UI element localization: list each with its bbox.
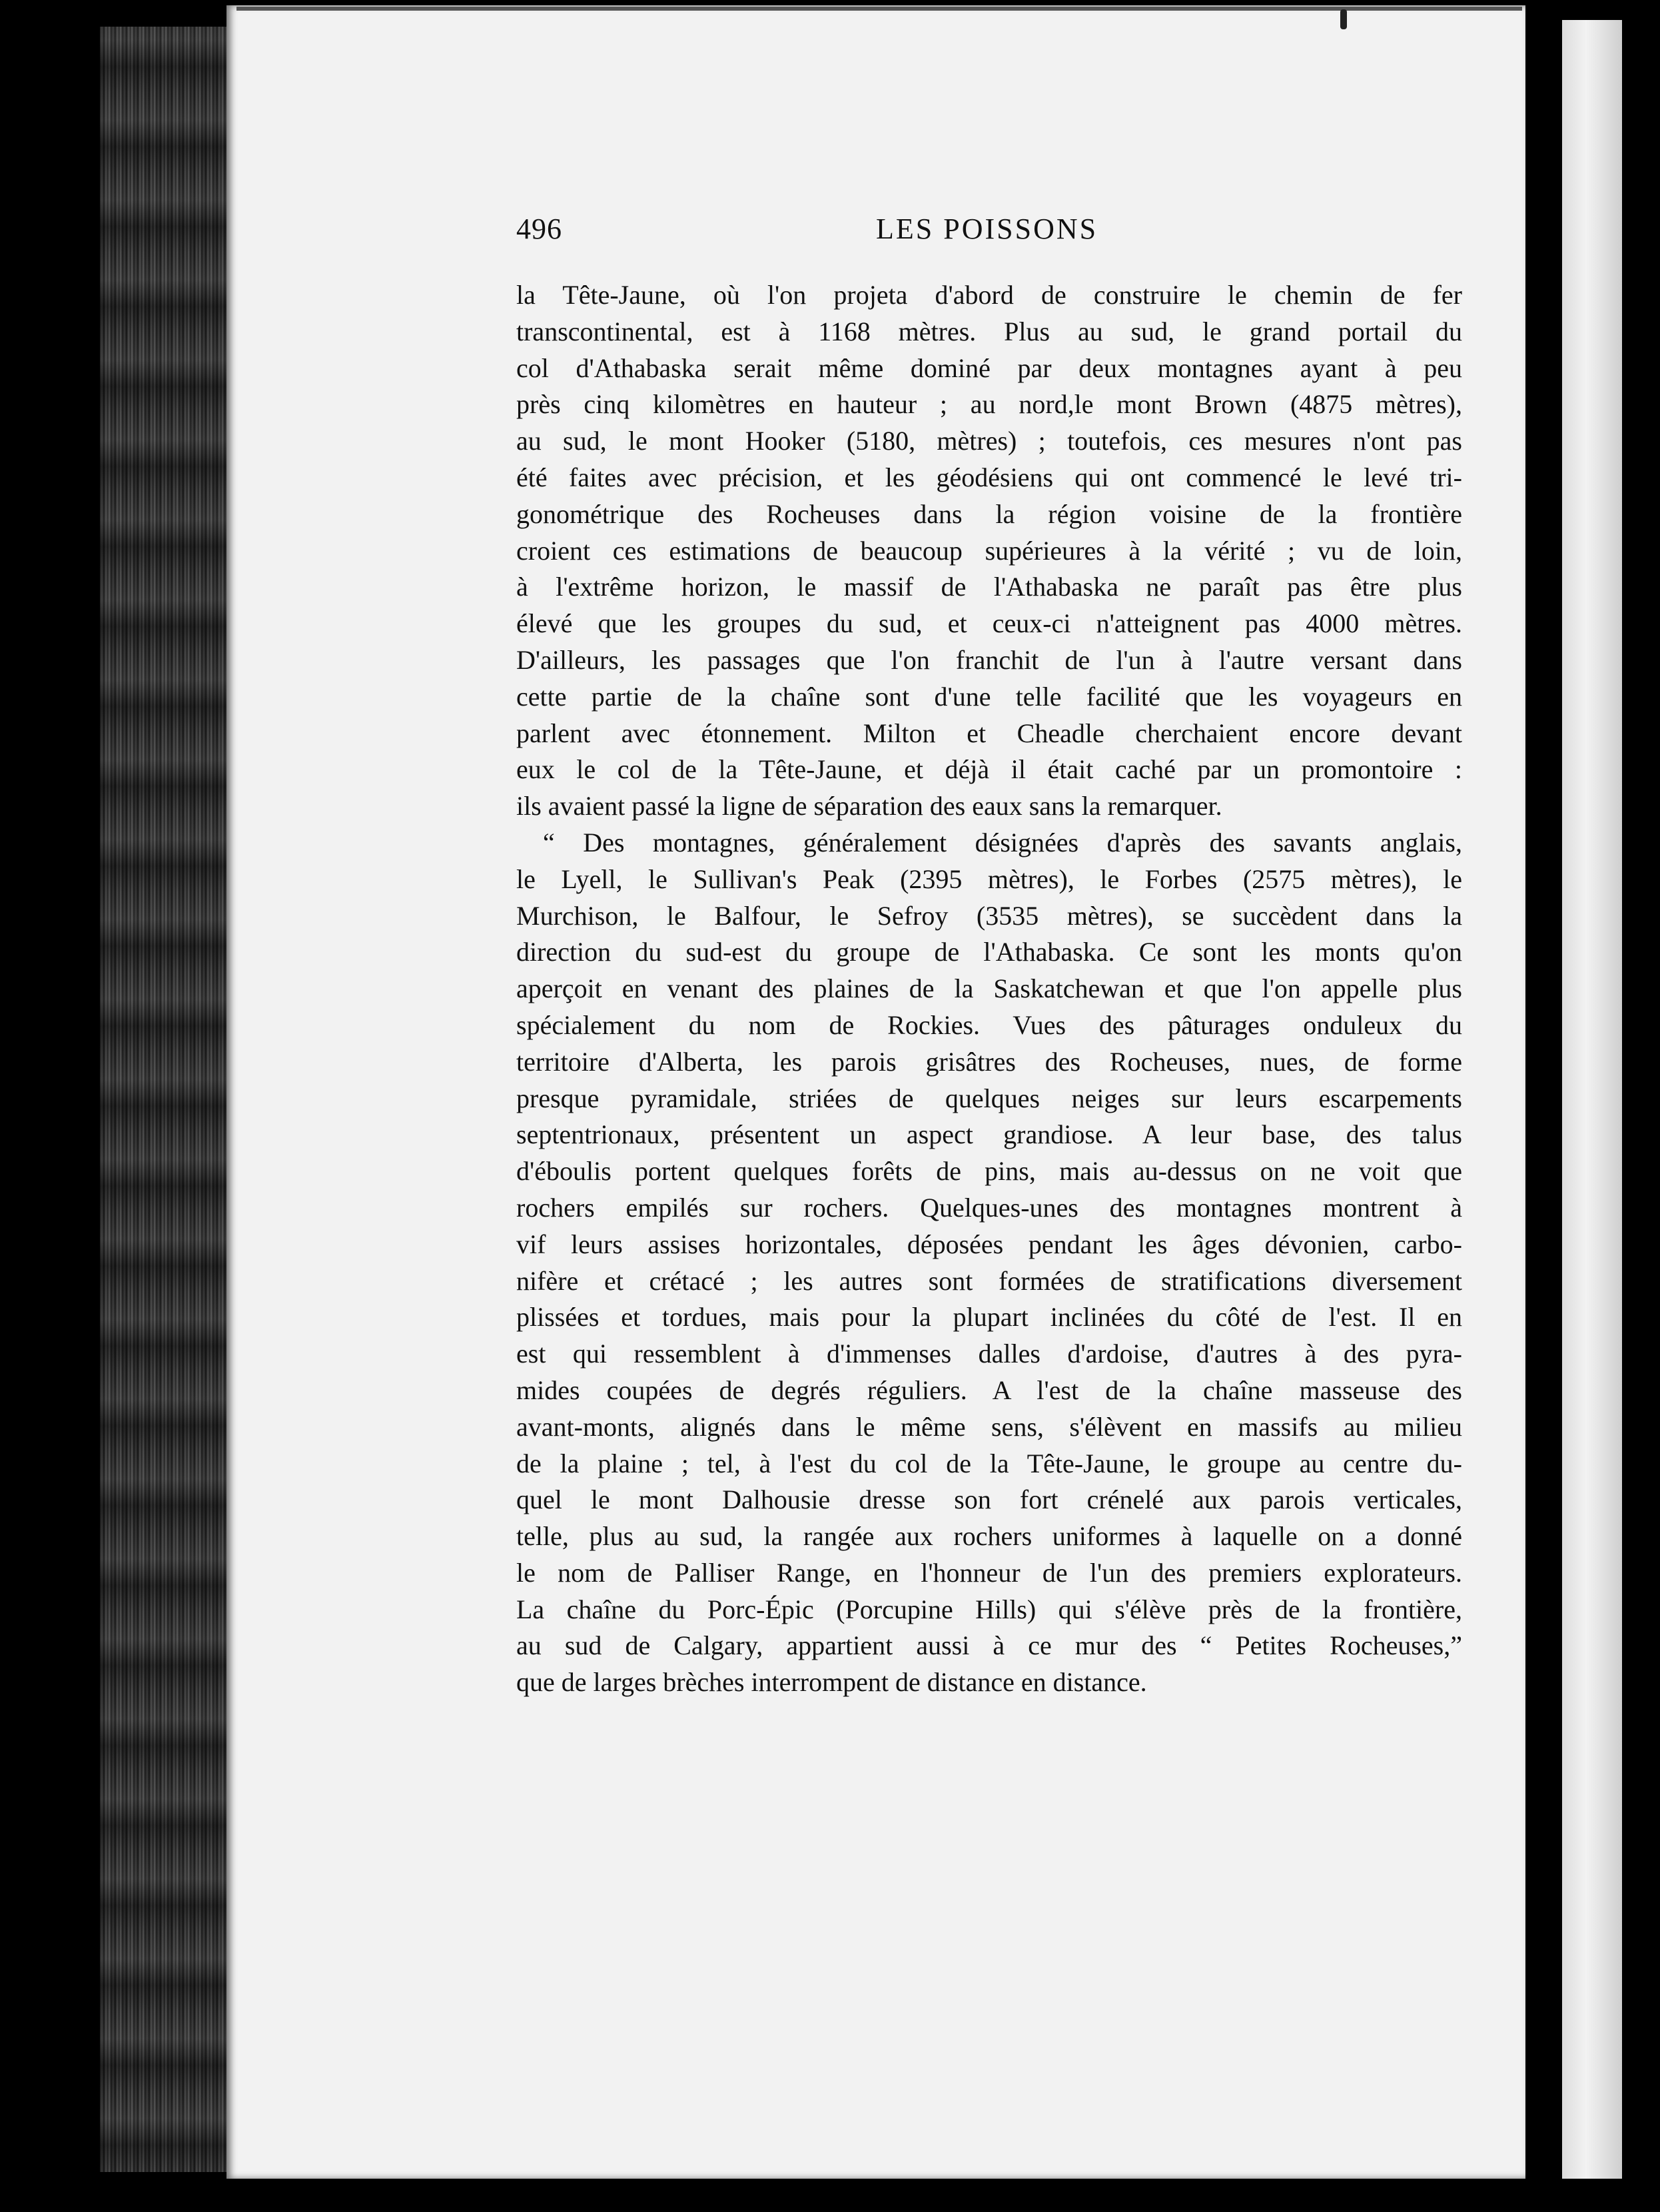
text-line: au sud, le mont Hooker (5180, mètres) ; toutefois, ces mesures n'ont pas	[516, 426, 1462, 456]
text-line: est qui ressemblent à d'immenses dalles d'ardoise, d'autres à des pyra-	[516, 1339, 1462, 1369]
text-line: territoire d'Alberta, les parois grisâtres des Rocheuses, nues, de forme	[516, 1046, 1462, 1077]
text-line: près cinq kilomètres en hauteur ; au nord,le mont Brown (4875 mètres),	[516, 389, 1462, 420]
page-header	[516, 212, 1462, 252]
text-line: transcontinental, est à 1168 mètres. Plus au sud, le grand portail du	[516, 316, 1462, 346]
text-line: presque pyramidale, striées de quelques neiges sur leurs escarpements	[516, 1083, 1462, 1113]
book-edge-shading	[100, 27, 230, 2172]
text-line: ils avaient passé la ligne de séparation des eaux sans la remarquer.	[516, 791, 1222, 822]
text-line: de la plaine ; tel, à l'est du col de la Tête-Jaune, le groupe au centre du-	[516, 1448, 1462, 1478]
text-line: septentrionaux, présentent un aspect grandiose. A leur base, des talus	[516, 1119, 1462, 1150]
text-line: été faites avec précision, et les géodésiens qui ont commencé le levé tri-	[516, 462, 1462, 492]
text-line: d'éboulis portent quelques forêts de pins, mais au-dessus on ne voit que	[516, 1156, 1462, 1187]
text-line: mides coupées de degrés réguliers. A l'est de la chaîne masseuse des	[516, 1375, 1462, 1405]
text-line: parlent avec étonnement. Milton et Cheadle cherchaient encore devant	[516, 718, 1462, 748]
text-line: que de larges brèches interrompent de distance en distance.	[516, 1667, 1147, 1698]
text-line: spécialement du nom de Rockies. Vues des pâturages onduleux du	[516, 1009, 1462, 1040]
text-line: le nom de Palliser Range, en l'honneur de l'un des premiers explorateurs.	[516, 1557, 1462, 1588]
text-line: vif leurs assises horizontales, déposées pendant les âges dévonien, carbo-	[516, 1229, 1462, 1259]
text-line: au sud de Calgary, appartient aussi à ce mur des “ Petites Rocheuses,”	[516, 1630, 1462, 1661]
text-line: gonométrique des Rocheuses dans la région voisine de la frontière	[516, 498, 1462, 529]
text-line: cette partie de la chaîne sont d'une telle facilité que les voyageurs en	[516, 681, 1462, 712]
running-title: LES POISSONS	[876, 213, 1098, 245]
text-line: à l'extrême horizon, le massif de l'Athabaska ne paraît pas être plus	[516, 572, 1462, 602]
next-page-edge	[1562, 20, 1622, 2179]
scan-speck	[1340, 9, 1347, 29]
text-line: la Tête-Jaune, où l'on projeta d'abord de construire le chemin de fer	[516, 280, 1462, 310]
text-line: Murchison, le Balfour, le Sefroy (3535 mètres), se succèdent dans la	[516, 900, 1462, 931]
text-line: direction du sud-est du groupe de l'Athabaska. Ce sont les monts qu'on	[516, 937, 1462, 967]
text-line: “ Des montagnes, généralement désignées d'après des savants anglais,	[543, 827, 1462, 857]
text-line: nifère et crétacé ; les autres sont formées de stratifications diversement	[516, 1265, 1462, 1296]
text-line: élevé que les groupes du sud, et ceux-ci n'atteignent pas 4000 mètres.	[516, 608, 1462, 639]
text-line: rochers empilés sur rochers. Quelques-unes des montagnes montrent à	[516, 1192, 1462, 1223]
text-line: col d'Athabaska serait même dominé par deux montagnes ayant à peu	[516, 352, 1462, 383]
text-line: D'ailleurs, les passages que l'on franchit de l'un à l'autre versant dans	[516, 644, 1462, 675]
text-line: telle, plus au sud, la rangée aux rochers uniformes à laquelle on a donné	[516, 1521, 1462, 1552]
page-top-edge	[236, 7, 1522, 11]
text-line: aperçoit en venant des plaines de la Saskatchewan et que l'on appelle plus	[516, 973, 1462, 1004]
body-text	[516, 277, 1462, 1701]
text-line: avant-monts, alignés dans le même sens, s'élèvent en massifs au milieu	[516, 1411, 1462, 1442]
text-line: quel le mont Dalhousie dresse son fort crénelé aux parois verticales,	[516, 1484, 1462, 1515]
text-line: le Lyell, le Sullivan's Peak (2395 mètres), le Forbes (2575 mètres), le	[516, 863, 1462, 894]
text-line: plissées et tordues, mais pour la plupart inclinées du côté de l'est. Il en	[516, 1302, 1462, 1333]
text-line: croient ces estimations de beaucoup supérieures à la vérité ; vu de loin,	[516, 535, 1462, 566]
text-line: eux le col de la Tête-Jaune, et déjà il était caché par un promontoire :	[516, 754, 1462, 785]
text-line: La chaîne du Porc-Épic (Porcupine Hills) qui s'élève près de la frontière,	[516, 1594, 1462, 1624]
page-number: 496	[516, 213, 562, 245]
